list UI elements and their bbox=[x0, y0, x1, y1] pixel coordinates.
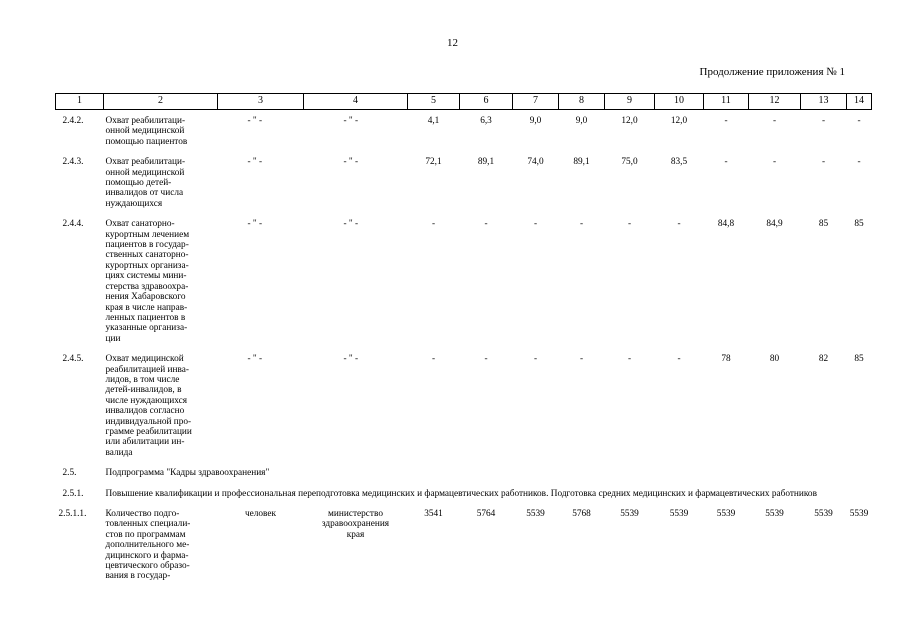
unit-cell: человек bbox=[244, 509, 277, 519]
value-cell: - bbox=[724, 157, 728, 168]
header-cell: 8 bbox=[559, 94, 605, 110]
value-cell: - bbox=[857, 116, 861, 126]
value-cell: - bbox=[627, 219, 632, 230]
header-cell: 1 bbox=[56, 94, 104, 110]
value-cell: 5539 bbox=[765, 509, 784, 519]
indicator-name: Количество подго- товленных специали- стов по программам дополнительного ме- дицинского и фарма- цевтического образо- вания в государ- bbox=[105, 509, 191, 582]
value-cell: 3541 bbox=[424, 509, 443, 519]
value-cell: - bbox=[772, 157, 777, 168]
value-cell: 5539 bbox=[814, 509, 833, 519]
header-cell: 4 bbox=[304, 94, 408, 110]
value-cell: - bbox=[431, 354, 436, 365]
value-cell: 78 bbox=[721, 354, 731, 365]
value-cell: - bbox=[821, 157, 826, 168]
table-row bbox=[56, 151, 872, 213]
value-cell: - bbox=[533, 219, 538, 230]
unit-cell: - " - bbox=[247, 116, 263, 126]
header-cell: 10 bbox=[655, 94, 704, 110]
value-cell: - bbox=[579, 219, 584, 230]
value-cell: - bbox=[579, 354, 584, 365]
header-cell: 14 bbox=[847, 94, 872, 110]
section-title: Повышение квалификации и профессиональная переподготовка медицинских и фармацевтических работников. Подготовка средних медицинских и фармацевтических работников bbox=[105, 488, 817, 499]
value-cell: 5539 bbox=[849, 509, 869, 519]
value-cell: - bbox=[627, 354, 632, 365]
header-cell: 3 bbox=[218, 94, 304, 110]
value-cell: 5539 bbox=[716, 509, 736, 519]
header-cell: 9 bbox=[605, 94, 655, 110]
value-cell: - bbox=[677, 354, 681, 365]
appendix-continuation-note: Продолжение приложения № 1 bbox=[699, 66, 845, 78]
header-cell: 13 bbox=[801, 94, 847, 110]
value-cell: 83,5 bbox=[670, 157, 688, 168]
indicator-name: Охват реабилитаци- онной медицинской помощью пациентов bbox=[105, 116, 188, 147]
unit-cell: - " - bbox=[247, 157, 263, 168]
value-cell: 12,0 bbox=[621, 116, 638, 126]
value-cell: 12,0 bbox=[670, 116, 688, 126]
value-cell: - bbox=[484, 354, 488, 365]
section-row-2-5 bbox=[56, 462, 872, 482]
value-cell: 84,9 bbox=[766, 219, 783, 230]
indicator-name: Охват реабилитаци- онной медицинской помощью детей- инвалидов от числа нуждающихся bbox=[105, 157, 186, 209]
value-cell: - bbox=[484, 219, 488, 230]
value-cell: - bbox=[857, 157, 861, 168]
indicator-name: Охват санаторно- курортным лечением пациентов в государ- ственных санаторно- курортных организа- циях системы мини- стерства здравоохра- нения Хабаровского края в числе направ- ленных пациентов в указанные организа- ции bbox=[105, 219, 190, 344]
value-cell: - bbox=[677, 219, 681, 230]
row-number: 2.4.2. bbox=[62, 116, 84, 126]
value-cell: 5539 bbox=[526, 509, 545, 519]
value-cell: 85 bbox=[854, 219, 864, 230]
responsible-cell: - " - bbox=[343, 116, 359, 126]
value-cell: 4,1 bbox=[427, 116, 440, 126]
header-cell: 2 bbox=[104, 94, 218, 110]
header-cell: 12 bbox=[749, 94, 801, 110]
section-number: 2.5.1. bbox=[62, 488, 84, 499]
value-cell: 80 bbox=[769, 354, 780, 365]
value-cell: 75,0 bbox=[621, 157, 638, 168]
responsible-cell: - " - bbox=[343, 157, 359, 168]
value-cell: 89,1 bbox=[573, 157, 590, 168]
section-row-2-5-1 bbox=[56, 483, 872, 503]
value-cell: 72,1 bbox=[425, 157, 442, 168]
value-cell: 82 bbox=[818, 354, 829, 365]
table-row bbox=[56, 110, 872, 152]
value-cell: 5539 bbox=[669, 509, 689, 519]
header-cell: 5 bbox=[408, 94, 460, 110]
value-cell: 5764 bbox=[476, 509, 496, 519]
responsible-cell: - " - bbox=[343, 219, 359, 230]
value-cell: 9,0 bbox=[529, 116, 542, 126]
indicator-name: Охват медицинской реабилитацией инва- лидов, в том числе детей-инвалидов, в числе нуждающихся инвалидов согласно индивидуальной про- грамме реабилитации или абилитации ин- валида bbox=[105, 354, 192, 458]
value-cell: - bbox=[724, 116, 728, 126]
value-cell: - bbox=[431, 219, 436, 230]
value-cell: 5768 bbox=[572, 509, 591, 519]
value-cell: 5539 bbox=[620, 509, 639, 519]
row-number: 2.5.1.1. bbox=[58, 509, 87, 519]
appendix-table bbox=[55, 93, 872, 586]
section-title: Подпрограмма "Кадры здравоохранения" bbox=[105, 468, 270, 479]
section-number: 2.5. bbox=[62, 468, 77, 479]
row-number: 2.4.5. bbox=[62, 354, 84, 365]
value-cell: 89,1 bbox=[477, 157, 495, 168]
value-cell: 84,8 bbox=[717, 219, 735, 230]
value-cell: 6,3 bbox=[480, 116, 492, 126]
value-cell: 9,0 bbox=[575, 116, 588, 126]
responsible-cell: министерство здравоохранения края bbox=[321, 509, 390, 540]
value-cell: 85 bbox=[818, 219, 829, 230]
value-cell: 74,0 bbox=[527, 157, 544, 168]
table-header-row bbox=[56, 94, 872, 110]
value-cell: - bbox=[772, 116, 777, 126]
table-row-2-5-1-1 bbox=[56, 503, 872, 586]
responsible-cell: - " - bbox=[343, 354, 359, 365]
value-cell: - bbox=[533, 354, 538, 365]
table-row bbox=[56, 348, 872, 462]
table-row bbox=[56, 213, 872, 348]
header-cell: 7 bbox=[513, 94, 559, 110]
unit-cell: - " - bbox=[247, 354, 263, 365]
row-number: 2.4.4. bbox=[62, 219, 84, 230]
value-cell: - bbox=[821, 116, 826, 126]
unit-cell: - " - bbox=[247, 219, 263, 230]
header-cell: 6 bbox=[460, 94, 513, 110]
row-number: 2.4.3. bbox=[62, 157, 84, 168]
value-cell: 85 bbox=[854, 354, 864, 365]
page-number: 12 bbox=[447, 37, 458, 49]
header-cell: 11 bbox=[704, 94, 749, 110]
